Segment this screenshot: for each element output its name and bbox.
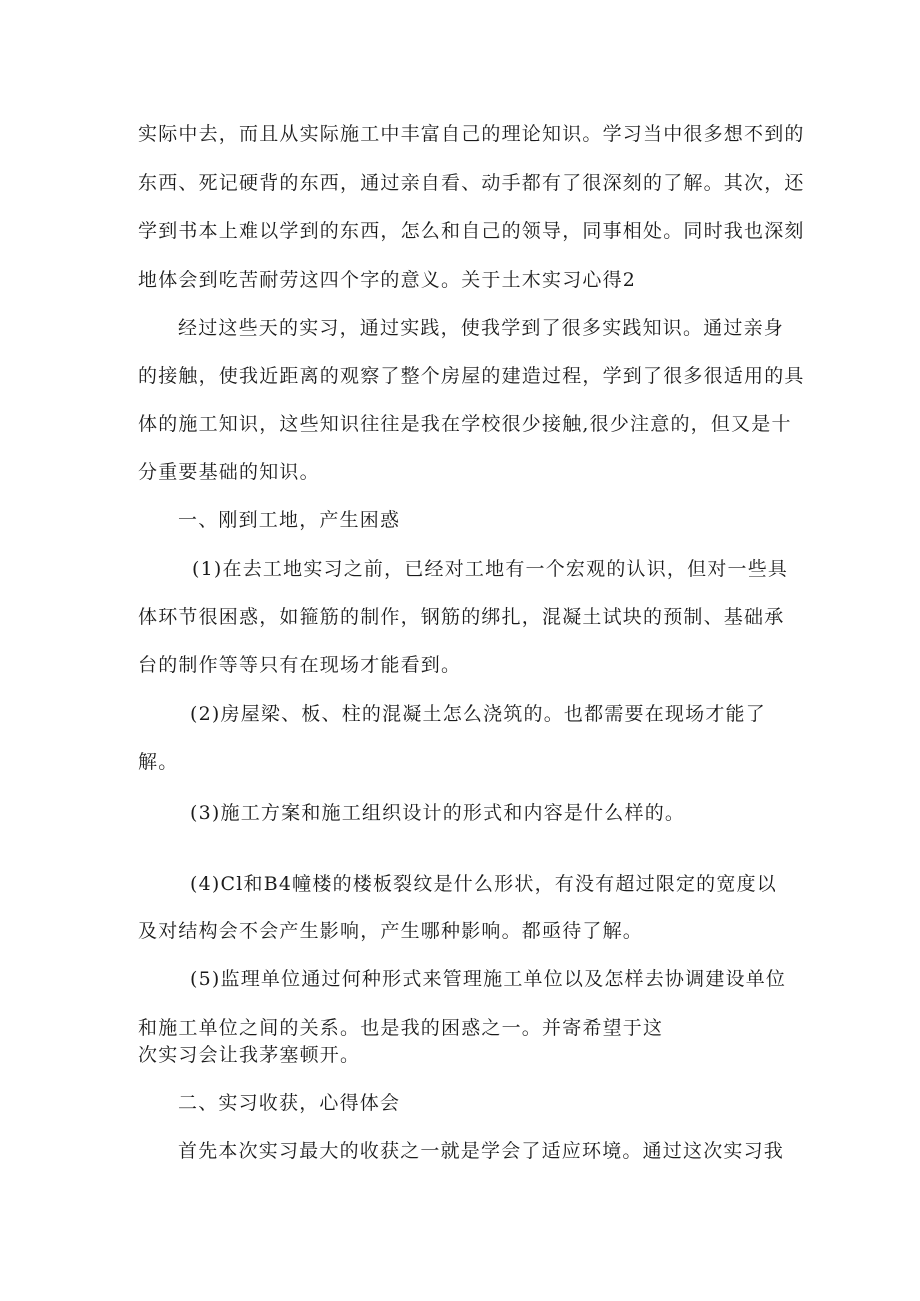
section-heading: 一、刚到工地，产生困惑 [178,509,401,531]
text-line: 东西、死记硬背的东西，通过亲自看、动手都有了很深刻的了解。其次，还 [138,172,805,194]
list-item-first-line: (3)施工方案和施工组织设计的形式和内容是什么样的。 [190,802,686,824]
text-line: 台的制作等等只有在现场才能看到。 [138,654,462,676]
list-item-first-line: (1)在去工地实习之前，已经对工地有一个宏观的认识，但对一些具 [192,558,789,580]
text-line: 体环节很困惑，如箍筋的制作，钢筋的绑扎，混凝土试块的预制、基础承 [138,606,785,628]
text-line: 分重要基础的知识。 [138,461,320,483]
text-line: 体的施工知识，这些知识往往是我在学校很少接触,很少注意的，但又是十 [138,413,792,435]
text-line: 学到书本上难以学到的东西，怎么和自己的领导，同事相处。同时我也深刻 [138,220,805,242]
section-heading: 二、实习收获，心得体会 [178,1092,401,1114]
text-line: 及对结构会不会产生影响，产生哪种影响。都亟待了解。 [138,920,644,942]
text-line: 解。 [138,751,179,773]
paragraph-first-line: 首先本次实习最大的收获之一就是学会了适应环境。通过这次实习我 [178,1140,785,1162]
list-item-first-line: (4)Cl和B4幢楼的楼板裂纹是什么形状，有没有超过限定的宽度以 [190,873,777,895]
text-line: 次实习会让我茅塞顿开。 [138,1044,361,1066]
text-line: 地体会到吃苦耐劳这四个字的意义。关于土木实习心得2 [138,269,637,291]
text-line: 和施工单位之间的关系。也是我的困惑之一。并寄希望于这 [138,1017,664,1039]
list-item-first-line: (5)监理单位通过何种形式来管理施工单位以及怎样去协调建设单位 [190,968,787,990]
text-line: 的接触，使我近距离的观察了整个房屋的建造过程，学到了很多很适用的具 [138,365,805,387]
list-item-first-line: (2)房屋梁、板、柱的混凝土怎么浇筑的。也都需要在现场才能了 [190,703,766,725]
paragraph-first-line: 经过这些天的实习，通过实践，使我学到了很多实践知识。通过亲身 [178,317,785,339]
text-line: 实际中去，而且从实际施工中丰富自己的理论知识。学习当中很多想不到的 [138,123,805,145]
